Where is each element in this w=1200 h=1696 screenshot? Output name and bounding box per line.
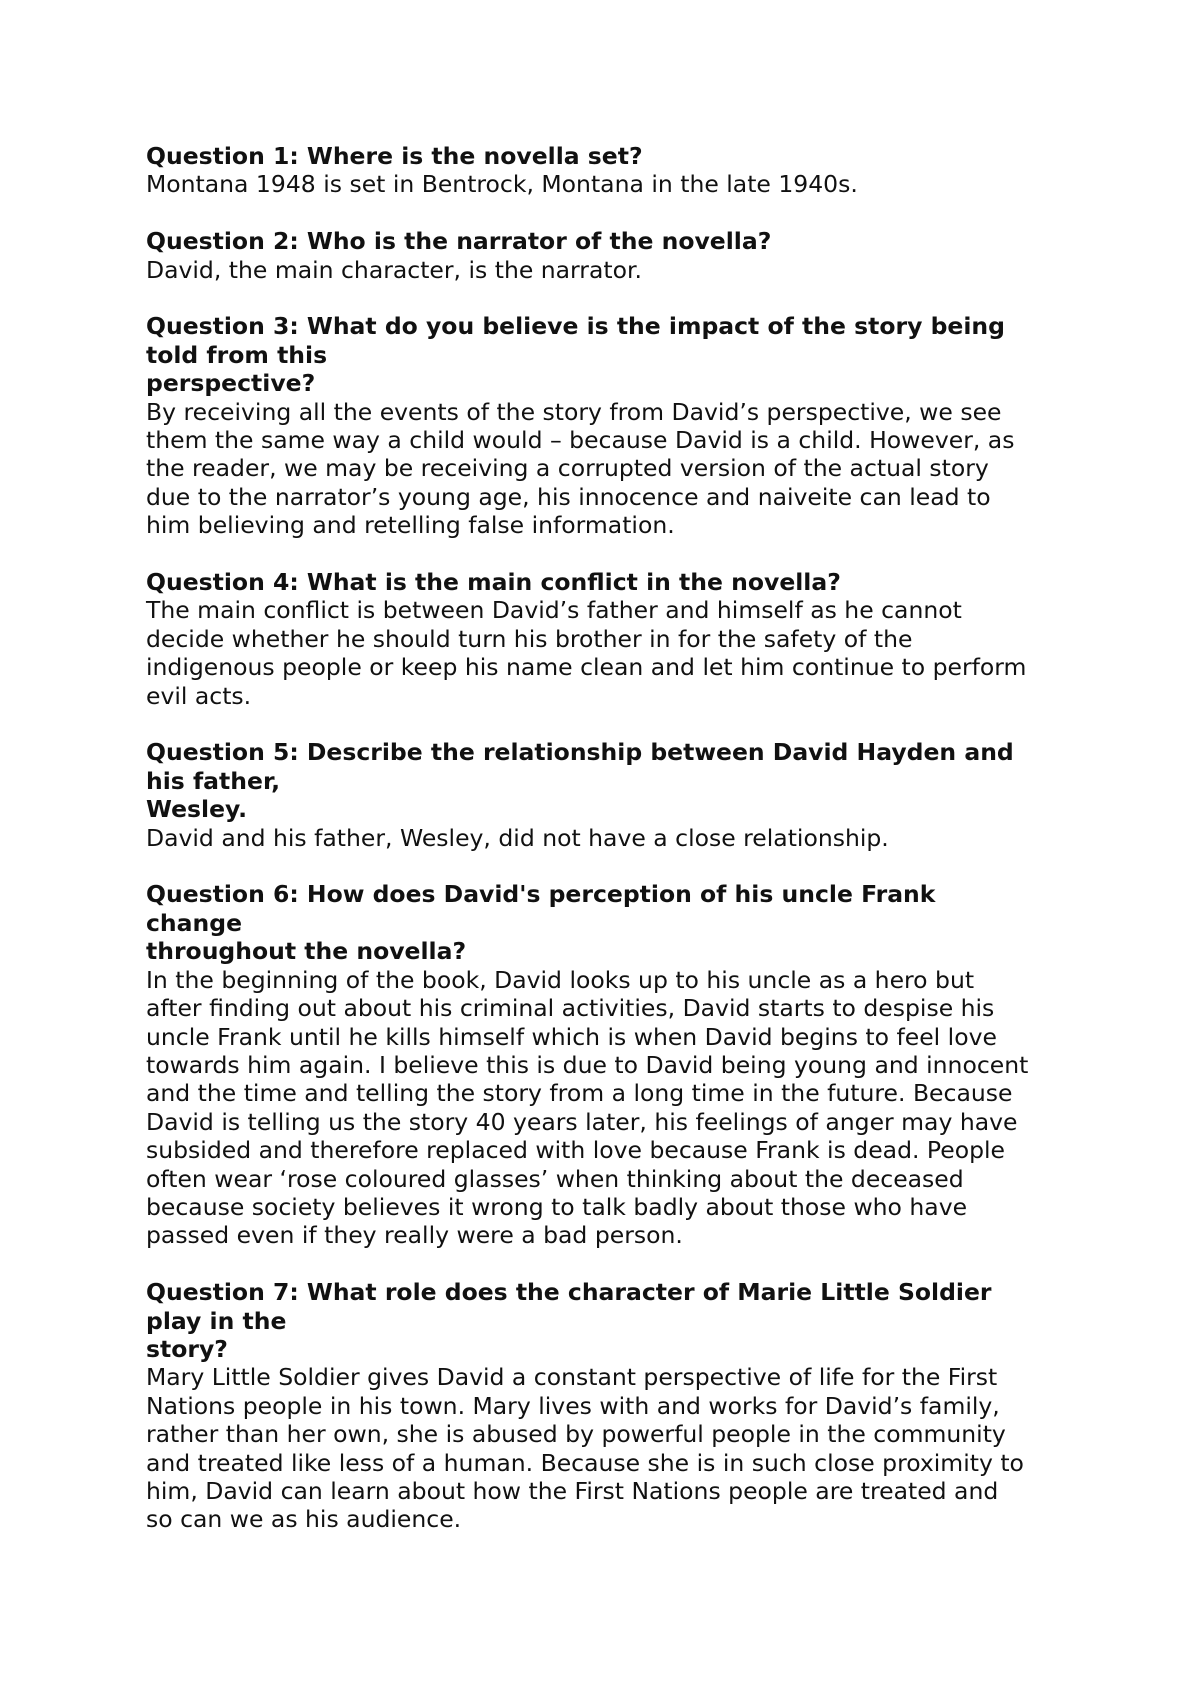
question-line: Wesley. [146,795,248,824]
answer-line: evil acts. [146,681,252,710]
answer-line: and the time and telling the story from a long time in the future. Because [146,1079,1013,1108]
answer-text [146,398,1066,540]
question-line: Question 5: Describe the relationship between David Hayden and [146,738,1014,767]
answer-line: after finding out about his criminal activities, David starts to despise his [146,994,995,1023]
answer-line: Nations people in his town. Mary lives with and works for David’s family, [146,1391,1000,1420]
answer-line: decide whether he should turn his brother in for the safety of the [146,624,913,653]
answer-line: subsided and therefore replaced with love because Frank is dead. People [146,1136,1006,1165]
answer-text [146,1363,1066,1533]
question-heading [146,880,1066,965]
qa-block-7 [146,1278,1066,1534]
answer-line: because society believes it wrong to talk badly about those who have [146,1192,968,1221]
answer-text [146,256,1066,284]
answer-line: the reader, we may be receiving a corrupted version of the actual story [146,454,989,483]
answer-line: rather than her own, she is abused by powerful people in the community [146,1420,1006,1449]
question-line: Question 1: Where is the novella set? [146,142,643,170]
question-line: Question 2: Who is the narrator of the novella? [146,227,772,256]
question-heading [146,142,1066,170]
qa-block-5 [146,738,1066,852]
answer-line: passed even if they really were a bad person. [146,1221,683,1250]
answer-line: David, the main character, is the narrator. [146,255,642,284]
question-line: Question 7: What role does the character of Marie Little Soldier [146,1278,992,1307]
answer-text [146,966,1066,1250]
question-line: throughout the novella? [146,937,467,966]
qa-block-2 [146,227,1066,284]
answer-line: Mary Little Soldier gives David a constant perspective of life for the First [146,1363,998,1392]
question-line: story? [146,1334,228,1363]
qa-block-4 [146,568,1066,710]
answer-line: uncle Frank until he kills himself which is when David begins to feel love [146,1022,997,1051]
qa-block-3 [146,312,1066,539]
question-line: Question 4: What is the main conflict in the novella? [146,568,841,597]
question-heading [146,568,1066,596]
answer-text [146,170,1066,198]
question-line: play in the [146,1306,287,1335]
question-line: Question 6: How does David's perception of his uncle Frank [146,880,936,909]
qa-block-6 [146,880,1066,1249]
answer-line: him, David can learn about how the First Nations people are treated and [146,1477,999,1505]
question-heading [146,312,1066,397]
question-line: change [146,908,243,937]
answer-text [146,596,1066,710]
document-page [146,142,1066,1562]
answer-line: Montana 1948 is set in Bentrock, Montana in the late 1940s. [146,170,858,199]
question-line: his father, [146,766,281,795]
question-line: Question 3: What do you believe is the impact of the story being [146,312,1005,341]
answer-line: so can we as his audience. [146,1505,462,1534]
answer-line: By receiving all the events of the story from David’s perspective, we see [146,397,1002,426]
answer-line: him believing and retelling false information. [146,511,675,540]
qa-block-1 [146,142,1066,199]
question-line: perspective? [146,369,316,398]
answer-line: David and his father, Wesley, did not have a close relationship. [146,823,889,852]
question-line: told from this [146,340,328,369]
answer-line: David is telling us the story 40 years later, his feelings of anger may have [146,1107,1018,1136]
answer-line: towards him again. I believe this is due to David being young and innocent [146,1050,1029,1079]
answer-line: In the beginning of the book, David looks up to his uncle as a hero but [146,965,975,994]
question-heading [146,1278,1066,1363]
answer-line: often wear ‘rose coloured glasses’ when thinking about the deceased [146,1164,964,1193]
answer-line: them the same way a child would – because David is a child. However, as [146,426,1015,455]
answer-text [146,824,1066,852]
question-heading [146,227,1066,255]
answer-line: due to the narrator’s young age, his innocence and naiveite can lead to [146,482,991,511]
answer-line: indigenous people or keep his name clean and let him continue to perform [146,653,1027,682]
answer-line: The main conflict is between David’s father and himself as he cannot [146,596,962,625]
answer-line: and treated like less of a human. Because she is in such close proximity to [146,1448,1024,1477]
question-heading [146,738,1066,823]
